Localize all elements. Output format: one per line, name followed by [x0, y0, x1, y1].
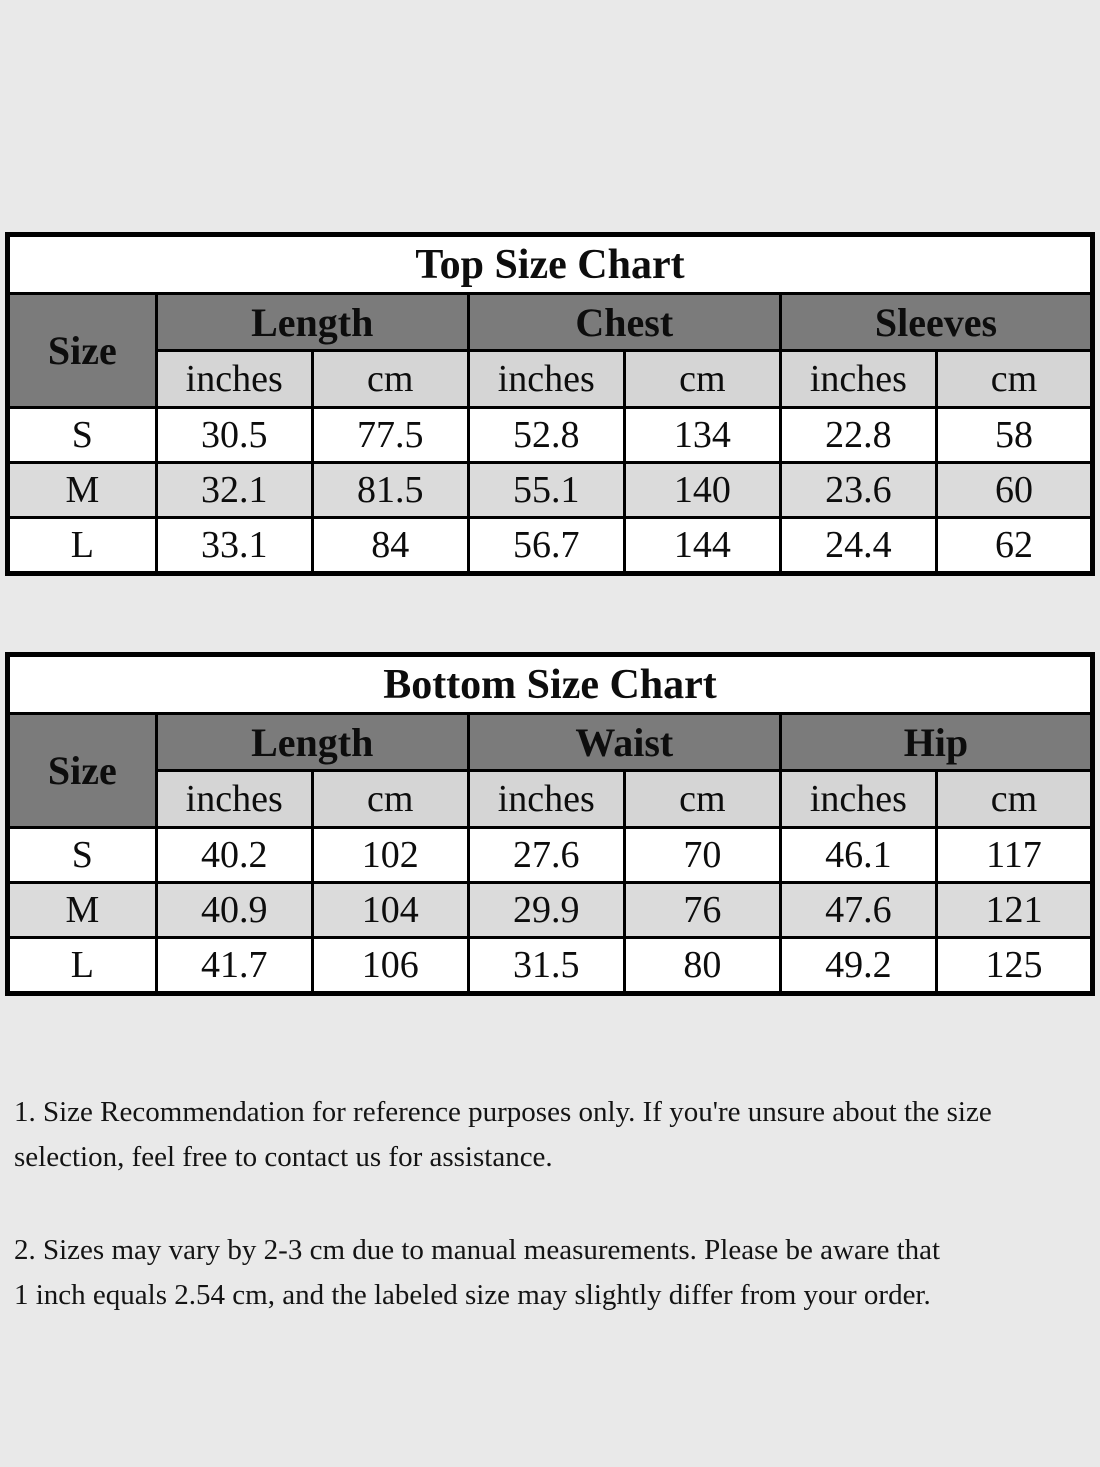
value-cell: 29.9 — [468, 883, 624, 938]
size-label-cell: M — [8, 883, 157, 938]
value-cell: 60 — [936, 463, 1092, 518]
value-cell: 80 — [624, 938, 780, 994]
unit-header-inches: inches — [780, 771, 936, 828]
value-cell: 117 — [936, 828, 1092, 883]
note-line: 1 inch equals 2.54 cm, and the labeled size may slightly differ from your order. — [14, 1279, 931, 1311]
unit-header-cm: cm — [312, 351, 468, 408]
value-cell: 41.7 — [156, 938, 312, 994]
group-header-chest: Chest — [468, 294, 780, 351]
note-line: 1. Size Recommendation for reference purposes only. If you're unsure about the size — [14, 1096, 992, 1128]
value-cell: 62 — [936, 518, 1092, 574]
value-cell: 56.7 — [468, 518, 624, 574]
value-cell: 22.8 — [780, 408, 936, 463]
size-label-cell: S — [8, 828, 157, 883]
group-header-hip: Hip — [780, 714, 1092, 771]
group-header-length: Length — [156, 714, 468, 771]
size-column-header: Size — [8, 714, 157, 828]
value-cell: 40.9 — [156, 883, 312, 938]
size-label-cell: L — [8, 518, 157, 574]
size-label-cell: L — [8, 938, 157, 994]
value-cell: 70 — [624, 828, 780, 883]
value-cell: 55.1 — [468, 463, 624, 518]
value-cell: 140 — [624, 463, 780, 518]
unit-header-row — [8, 771, 1093, 828]
value-cell: 40.2 — [156, 828, 312, 883]
note-measurement-variance — [14, 1228, 1090, 1318]
table-title-row — [8, 235, 1093, 294]
unit-header-cm: cm — [312, 771, 468, 828]
value-cell: 30.5 — [156, 408, 312, 463]
unit-header-cm: cm — [624, 351, 780, 408]
group-header-row — [8, 714, 1093, 771]
size-label-cell: S — [8, 408, 157, 463]
value-cell: 102 — [312, 828, 468, 883]
value-cell: 33.1 — [156, 518, 312, 574]
value-cell: 81.5 — [312, 463, 468, 518]
footnotes — [14, 1090, 1090, 1366]
value-cell: 121 — [936, 883, 1092, 938]
table-row-size-l — [8, 518, 1093, 574]
bottom-size-chart-table — [5, 652, 1095, 996]
value-cell: 24.4 — [780, 518, 936, 574]
unit-header-inches: inches — [468, 771, 624, 828]
unit-header-cm: cm — [936, 771, 1092, 828]
value-cell: 134 — [624, 408, 780, 463]
value-cell: 31.5 — [468, 938, 624, 994]
note-line: 2. Sizes may vary by 2-3 cm due to manual measurements. Please be aware that — [14, 1234, 941, 1266]
size-label-cell: M — [8, 463, 157, 518]
table-row-size-s — [8, 408, 1093, 463]
table-title-row — [8, 655, 1093, 714]
unit-header-cm: cm — [624, 771, 780, 828]
unit-header-inches: inches — [468, 351, 624, 408]
group-header-row — [8, 294, 1093, 351]
value-cell: 144 — [624, 518, 780, 574]
value-cell: 52.8 — [468, 408, 624, 463]
unit-header-cm: cm — [936, 351, 1092, 408]
unit-header-inches: inches — [156, 351, 312, 408]
bottom-chart-title: Bottom Size Chart — [8, 655, 1093, 714]
value-cell: 23.6 — [780, 463, 936, 518]
group-header-length: Length — [156, 294, 468, 351]
table-row-size-s — [8, 828, 1093, 883]
table-row-size-l — [8, 938, 1093, 994]
unit-header-inches: inches — [156, 771, 312, 828]
value-cell: 47.6 — [780, 883, 936, 938]
size-column-header: Size — [8, 294, 157, 408]
top-size-chart-table — [5, 232, 1095, 576]
value-cell: 76 — [624, 883, 780, 938]
note-line: selection, feel free to contact us for assistance. — [14, 1141, 553, 1173]
unit-header-inches: inches — [780, 351, 936, 408]
value-cell: 104 — [312, 883, 468, 938]
value-cell: 49.2 — [780, 938, 936, 994]
value-cell: 106 — [312, 938, 468, 994]
unit-header-row — [8, 351, 1093, 408]
top-chart-title: Top Size Chart — [8, 235, 1093, 294]
value-cell: 58 — [936, 408, 1092, 463]
group-header-sleeves: Sleeves — [780, 294, 1092, 351]
value-cell: 27.6 — [468, 828, 624, 883]
value-cell: 84 — [312, 518, 468, 574]
table-row-size-m — [8, 463, 1093, 518]
group-header-waist: Waist — [468, 714, 780, 771]
value-cell: 77.5 — [312, 408, 468, 463]
table-row-size-m — [8, 883, 1093, 938]
value-cell: 32.1 — [156, 463, 312, 518]
note-size-recommendation — [14, 1090, 1090, 1180]
value-cell: 46.1 — [780, 828, 936, 883]
value-cell: 125 — [936, 938, 1092, 994]
